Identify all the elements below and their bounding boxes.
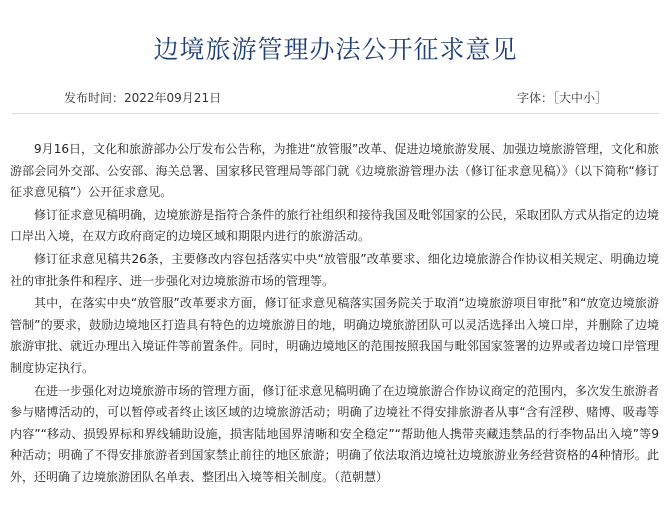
paragraph: 在进一步强化对边境旅游市场的管理方面，修订征求意见稿明确了在边境旅游合作协议商定的范围内，多次发生旅游者参与赌博活动的，可以暂停或者终止该区域的边境旅游活动；明确了边境社不得安排旅游者从事“含有淫秽、赌博、吸毒等内容”“移动、损毁界标和界线辅助设施，损害陆地国界清晰和安全稳定”“帮助他人携带夹藏违禁品的行李物品出入境”等9种活动；明确了不得安排旅游者到国家禁止前往的地区旅游；明确了依法取消边境社边境旅游业务经营资格的4种情形。此外，还明确了边境旅游团队名单表、整团出入境等相关制度。（范朝慧）: [10, 383, 659, 484]
article-meta: [64, 88, 607, 108]
article-body: [10, 139, 659, 490]
paragraph: 其中，在落实中央“放管服”改革要求方面，修订征求意见稿落实国务院关于取消“边境旅游项目审批”和“放宽边境旅游管制”的要求，鼓励边境地区打造具有特色的边境旅游目的地，明确边境旅游团队可以灵活选择出入境口岸，并删除了边境旅游审批、就近办理出入境证件等前置条件。同时，明确边境地区的范围按照我国与毗邻国家签署的边界或者边境口岸管理制度协定执行。: [10, 296, 659, 375]
paragraph: 9月16日，文化和旅游部办公厅发布公告称，为推进“放管服”改革、促进边境旅游发展、加强边境旅游管理，文化和旅游部会同外交部、公安部、海关总署、国家移民管理局等部门就《边境旅游管理办法（修订征求意见稿）》（以下简称“修订征求意见稿”）公开征求意见。: [10, 142, 659, 200]
publish-time: 发布时间：2022年09月21日: [64, 91, 222, 105]
divider: [12, 113, 659, 114]
paragraph: 修订征求意见稿明确，边境旅游是指符合条件的旅行社组织和接待我国及毗邻国家的公民，采取团队方式从指定的边境口岸出入境，在双方政府商定的边境区域和期限内进行的旅游活动。: [10, 207, 659, 244]
page-title: 边境旅游管理办法公开征求意见: [153, 34, 518, 64]
font-size-selector[interactable]: 字体：［大中小］: [516, 91, 607, 105]
paragraph: 修订征求意见稿共26条，主要修改内容包括落实中央“放管服”改革要求、细化边境旅游合作协议相关规定、明确边境社的审批条件和程序、进一步强化对边境旅游市场的管理等。: [10, 251, 659, 288]
